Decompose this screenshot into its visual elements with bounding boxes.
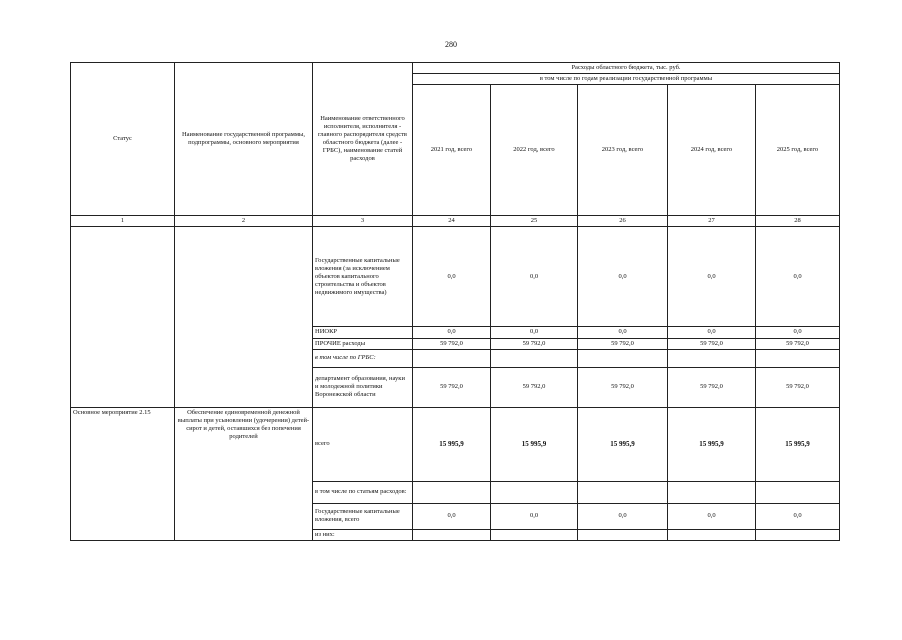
program-name-cell: Обеспечение единовременной денежной выплаты при усыновлении (удочерении) детей-сирот и детей, оставшихся без попечения родителей <box>175 407 313 540</box>
row-label: Государственные капитальные вложения, всего <box>313 503 413 529</box>
value-cell: 0,0 <box>668 227 756 327</box>
status-cell: Основное мероприятие 2.15 <box>71 407 175 540</box>
column-number: 25 <box>491 216 578 227</box>
value-cell: 59 792,0 <box>668 338 756 349</box>
value-cell: 0,0 <box>756 227 840 327</box>
value-cell: 15 995,9 <box>491 407 578 481</box>
header-program-name: Наименование государственной программы, подпрограммы, основного мероприятия <box>175 63 313 216</box>
row-label: всего <box>313 407 413 481</box>
value-cell: 59 792,0 <box>668 367 756 407</box>
value-cell: 0,0 <box>578 227 668 327</box>
value-cell: 59 792,0 <box>578 367 668 407</box>
header-year: 2025 год, всего <box>756 85 840 216</box>
header-row-1 <box>71 63 840 74</box>
value-cell <box>413 481 491 503</box>
value-cell: 0,0 <box>413 327 491 338</box>
value-cell: 59 792,0 <box>756 338 840 349</box>
header-year: 2024 год, всего <box>668 85 756 216</box>
row-label: НИОКР <box>313 327 413 338</box>
value-cell: 15 995,9 <box>756 407 840 481</box>
value-cell: 0,0 <box>491 503 578 529</box>
value-cell: 0,0 <box>578 327 668 338</box>
header-year: 2021 год, всего <box>413 85 491 216</box>
column-numbers-row <box>71 216 840 227</box>
value-cell: 59 792,0 <box>756 367 840 407</box>
value-cell <box>491 529 578 540</box>
value-cell: 0,0 <box>756 327 840 338</box>
value-cell <box>668 529 756 540</box>
value-cell: 0,0 <box>413 503 491 529</box>
value-cell: 0,0 <box>756 503 840 529</box>
table-row <box>71 407 840 481</box>
row-label: в том числе по ГРБС: <box>313 349 413 367</box>
value-cell: 0,0 <box>668 503 756 529</box>
table-row <box>71 227 840 327</box>
column-number: 2 <box>175 216 313 227</box>
column-number: 3 <box>313 216 413 227</box>
column-number: 1 <box>71 216 175 227</box>
value-cell <box>413 349 491 367</box>
value-cell <box>578 481 668 503</box>
budget-table <box>70 62 840 541</box>
header-budget-title: Расходы областного бюджета, тыс. руб. <box>413 63 840 74</box>
value-cell: 15 995,9 <box>668 407 756 481</box>
value-cell <box>578 349 668 367</box>
value-cell: 59 792,0 <box>491 338 578 349</box>
column-number: 27 <box>668 216 756 227</box>
header-executor: Наименование ответственного исполнителя, исполнителя - главного распорядителя средств областного бюджета (далее - ГРБС), наименование статей расходов <box>313 63 413 216</box>
column-number: 26 <box>578 216 668 227</box>
row-label: ПРОЧИЕ расходы <box>313 338 413 349</box>
header-year: 2022 год, всего <box>491 85 578 216</box>
value-cell: 0,0 <box>491 327 578 338</box>
header-by-years: в том числе по годам реализации государственной программы <box>413 74 840 85</box>
value-cell <box>756 529 840 540</box>
value-cell: 0,0 <box>578 503 668 529</box>
value-cell <box>491 349 578 367</box>
row-label: Государственные капитальные вложения (за исключением объектов капитального строительства и объектов недвижимого имущества) <box>313 227 413 327</box>
value-cell: 59 792,0 <box>413 338 491 349</box>
value-cell <box>491 481 578 503</box>
value-cell <box>668 481 756 503</box>
header-year: 2023 год, всего <box>578 85 668 216</box>
header-status: Статус <box>71 63 175 216</box>
value-cell: 0,0 <box>413 227 491 327</box>
value-cell: 0,0 <box>668 327 756 338</box>
value-cell <box>668 349 756 367</box>
value-cell <box>756 481 840 503</box>
value-cell <box>413 529 491 540</box>
column-number: 28 <box>756 216 840 227</box>
status-cell-empty <box>71 227 175 407</box>
program-cell-empty <box>175 227 313 407</box>
value-cell: 15 995,9 <box>413 407 491 481</box>
column-number: 24 <box>413 216 491 227</box>
value-cell: 0,0 <box>491 227 578 327</box>
value-cell: 59 792,0 <box>578 338 668 349</box>
value-cell <box>578 529 668 540</box>
page-number: 280 <box>445 40 457 49</box>
row-label: в том числе по статьям расходов: <box>313 481 413 503</box>
value-cell: 59 792,0 <box>491 367 578 407</box>
value-cell: 15 995,9 <box>578 407 668 481</box>
row-label: департамент образования, науки и молодежной политики Воронежской области <box>313 367 413 407</box>
value-cell <box>756 349 840 367</box>
row-label: из них: <box>313 529 413 540</box>
value-cell: 59 792,0 <box>413 367 491 407</box>
